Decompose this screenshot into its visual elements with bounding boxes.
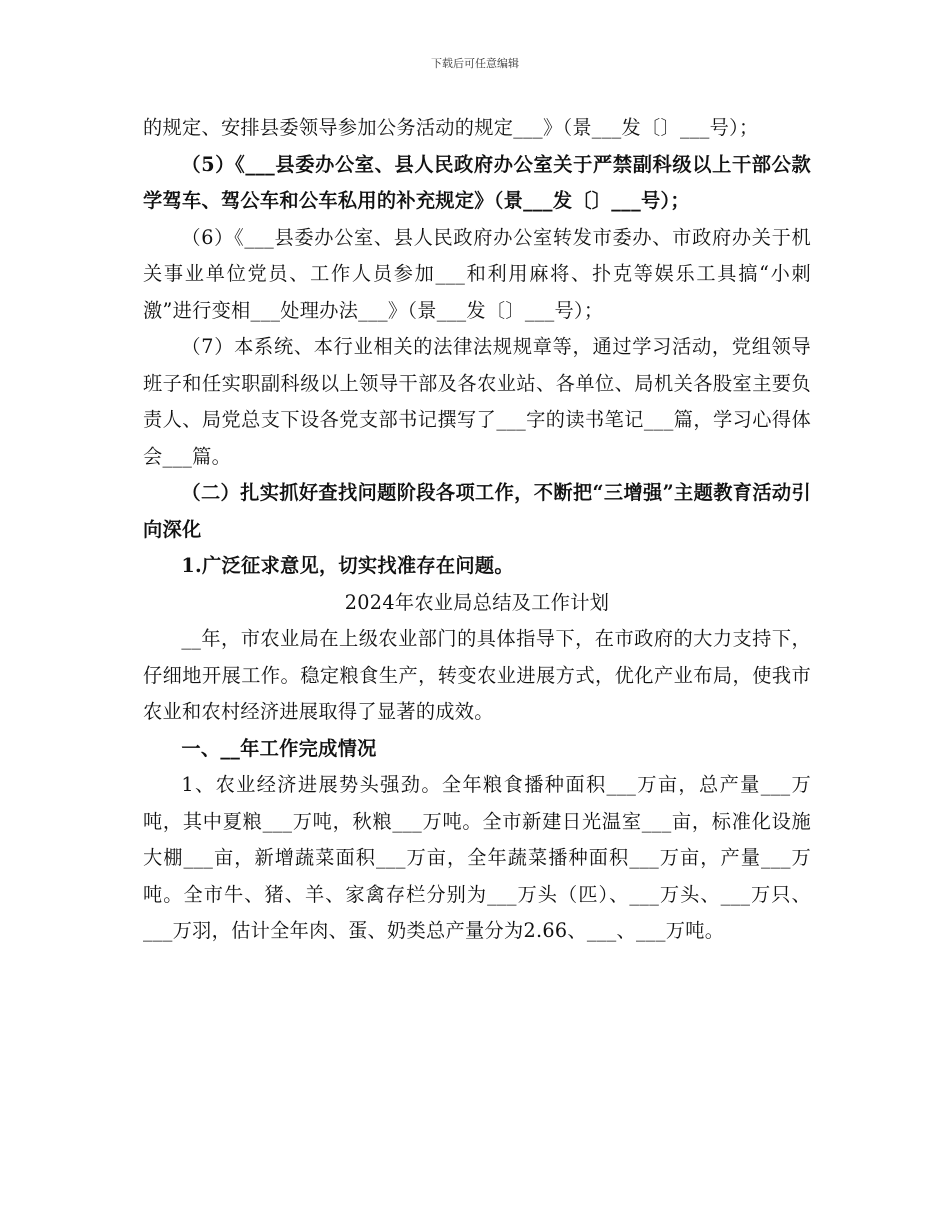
section-heading: （二）扎实抓好查找问题阶段各项工作，不断把“三增强”主题教育活动引向深化 (143, 481, 811, 541)
paragraph: （6）《___县委办公室、县人民政府办公室转发市委办、市政府办关于机关事业单位党员、工作人员参加___和利用麻将、扑克等娱乐工具搞“小刺激”进行变相___处理办法___》（景___发〔〕___号）； (143, 225, 811, 322)
section-heading: 一、__年工作完成情况 (181, 736, 377, 760)
paragraph: （7）本系统、本行业相关的法律法规规章等，通过学习活动，党组领导班子和任实职副科级以上领导干部及各农业站、各单位、局机关各股室主要负责人、局党总支下设各党支部书记撰写了___字的读书笔记___篇，学习心得体会___篇。 (143, 335, 811, 468)
paragraph: __年，市农业局在上级农业部门的具体指导下，在市政府的大力支持下，仔细地开展工作。稳定粮食生产，转变农业进展方式，优化产业布局，使我市农业和农村经济进展取得了显著的成效。 (143, 627, 811, 723)
subsection-heading: 1.广泛征求意见，切实找准存在问题。 (181, 554, 514, 577)
paragraph: （5）《___县委办公室、县人民政府办公室关于严禁副科级以上干部公款学驾车、驾公车和公车私用的补充规定》（景___发〔〕___号）； (143, 152, 811, 212)
document-body (143, 110, 811, 950)
page-header: 下载后可任意编辑 (431, 57, 519, 70)
document-title: 2024年农业局总结及工作计划 (344, 590, 610, 614)
paragraph: 1、农业经济进展势头强劲。全年粮食播种面积___万亩，总产量___万吨，其中夏粮___万吨，秋粮___万吨。全市新建日光温室___亩，标准化设施大棚___亩，新增蔬菜面积___万亩，全年蔬菜播种面积___万亩，产量___万吨。全市牛、猪、羊、家禽存栏分别为___万头（匹）、___万头、___万只、___万羽，估计全年肉、蛋、奶类总产量分为2.66、___、___万吨。 (143, 773, 811, 942)
paragraph: 的规定、安排县委领导参加公务活动的规定___》（景___发〔〕___号）； (143, 116, 759, 139)
